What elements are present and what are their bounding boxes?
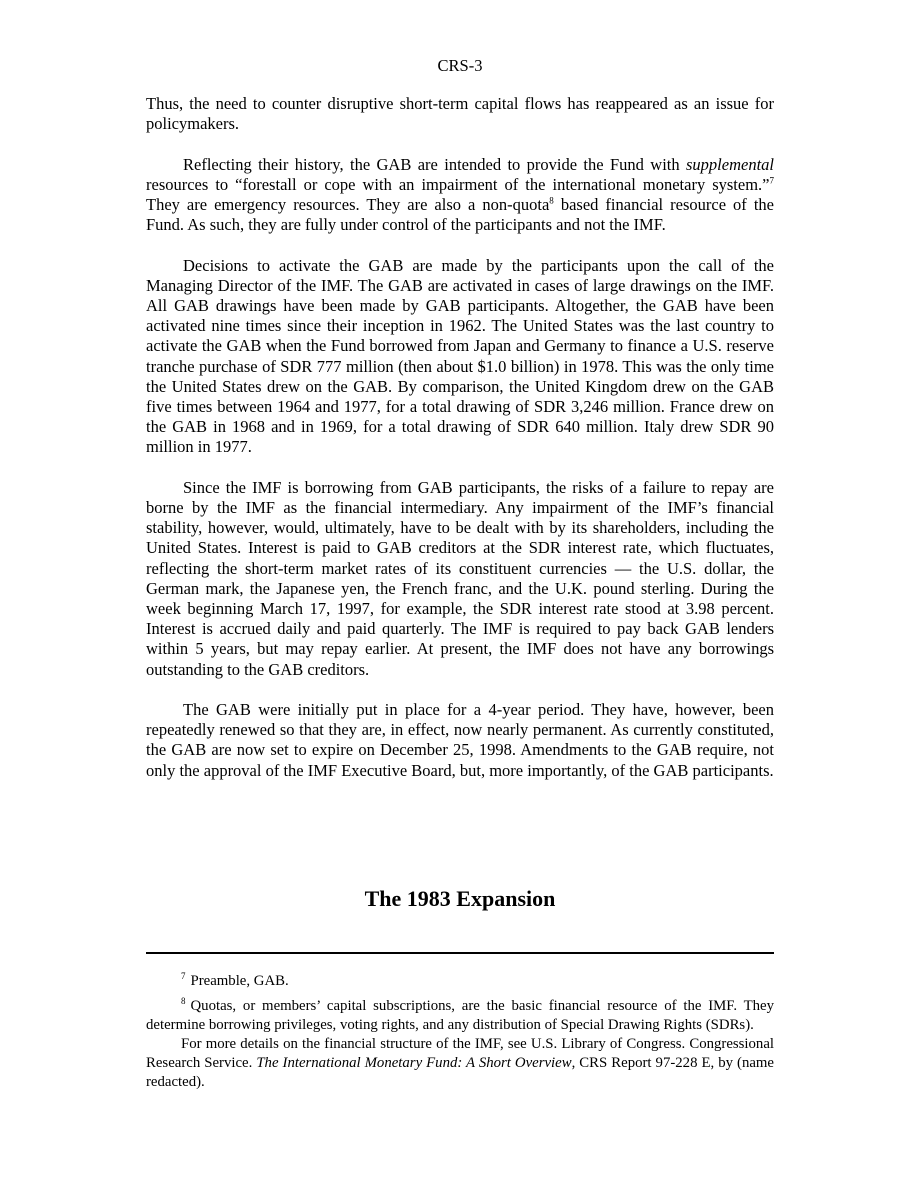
footnote-8-cont-text-b: , CRS Report 97-228 E, by (name redacted).: [146, 1055, 774, 1090]
footnote-8-number: 8: [181, 996, 186, 1007]
footnote-8: [146, 997, 774, 1035]
footnotes: [146, 972, 774, 1098]
paragraph-2-italic: supplemental: [686, 154, 774, 174]
footnote-divider: [146, 952, 774, 954]
footnote-7-text: Preamble, GAB.: [190, 973, 289, 989]
section-heading: The 1983 Expansion: [364, 886, 556, 911]
footnote-8-cont-text-a: For more details on the financial structure of the IMF, see U.S. Library of Congress. Congressional Research Service.: [146, 1036, 774, 1071]
footnote-7: [146, 972, 774, 991]
paragraph-2-text-a: Reflecting their history, the GAB are intended to provide the Fund with: [183, 154, 686, 174]
paragraph-2-text-b: resources to “forestall or cope with an impairment of the international monetary system.”: [146, 174, 770, 194]
paragraph-2-text-d: based financial resource of the Fund. As such, they are fully under control of the participants and not the IMF.: [146, 195, 774, 235]
body-text: [146, 94, 774, 801]
paragraph-2-text-c: They are emergency resources. They are also a non-quota: [146, 195, 550, 214]
footnote-8-continued: [146, 1035, 774, 1092]
footnote-8-cont-italic: The International Monetary Fund: A Short Overview: [256, 1055, 572, 1071]
footnote-ref-7: 7: [769, 175, 774, 186]
paragraph-4: Since the IMF is borrowing from GAB participants, the risks of a failure to repay are borne by the IMF as the financial intermediary. Any impairment of the IMF’s financial stability, however, would, ultimately, have to be dealt with by its shareholders, including the United States. Interest is paid to GAB creditors at the SDR interest rate, which fluctuates, reflecting the short-term market rates of its constituent currencies — the U.S. dollar, the German mark, the Japanese yen, the French franc, and the U.K. pound sterling. During the week beginning March 17, 1997, for example, the SDR interest rate stood at 3.98 percent. Interest is accrued daily and paid quarterly. The IMF is required to pay back GAB lenders within 5 years, but may repay earlier. At present, the IMF does not have any borrowings outstanding to the GAB creditors.: [146, 477, 774, 679]
page-number: CRS-3: [437, 56, 483, 75]
paragraph-5: The GAB were initially put in place for a 4-year period. They have, however, been repeatedly renewed so that they are, in effect, now nearly permanent. As currently constituted, the GAB are now set to expire on December 25, 1998. Amendments to the GAB require, not only the approval of the IMF Executive Board, but, more importantly, of the GAB participants.: [146, 700, 774, 780]
footnote-ref-8: 8: [549, 195, 554, 206]
footnote-7-number: 7: [181, 971, 186, 982]
paragraph-2: [146, 155, 774, 236]
paragraph-1: Thus, the need to counter disruptive short-term capital flows has reappeared as an issue for policymakers.: [146, 94, 774, 134]
footnote-8-text: Quotas, or members’ capital subscriptions, are the basic financial resource of the IMF. They determine borrowing privileges, voting rights, and any distribution of Special Drawing Rights (SDRs).: [146, 998, 774, 1033]
paragraph-3: Decisions to activate the GAB are made by the participants upon the call of the Managing Director of the IMF. The GAB are activated in cases of large drawings on the IMF. All GAB drawings have been made by GAB participants. Altogether, the GAB have been activated nine times since their inception in 1962. The United States was the last country to activate the GAB when the Fund borrowed from Japan and Germany to finance a U.S. reserve tranche purchase of SDR 777 million (then about $1.0 billion) in 1978. This was the only time the United States drew on the GAB. By comparison, the United Kingdom drew on the GAB five times between 1964 and 1977, for a total drawing of SDR 3,246 million. France drew on the GAB in 1968 and in 1969, for a total drawing of SDR 640 million. Italy drew SDR 90 million in 1977.: [146, 255, 774, 457]
